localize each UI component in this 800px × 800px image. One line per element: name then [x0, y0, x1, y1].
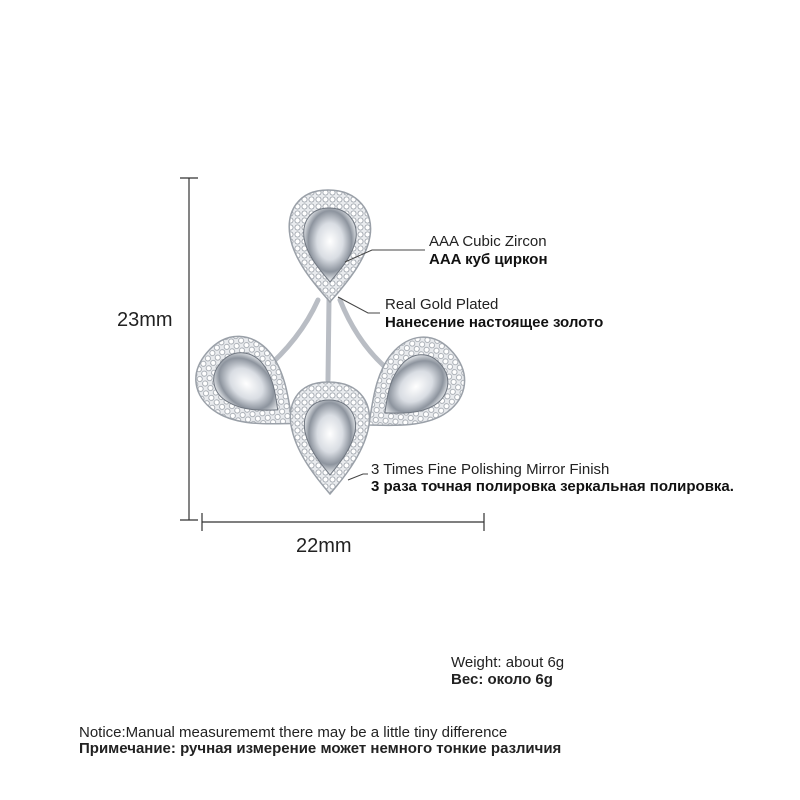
height-label: 23mm: [117, 309, 173, 331]
plating-label-ru: Нанесение настоящее золото: [385, 314, 604, 331]
polish-label-ru: 3 раза точная полировка зеркальная полировка.: [371, 478, 734, 495]
weight-label-ru: Вес: около 6g: [451, 671, 553, 688]
weight-label-en: Weight: about 6g: [451, 654, 565, 671]
width-dimension-line: [202, 513, 484, 531]
notice-ru: Примечание: ручная измерение может немного тонкие различия: [79, 740, 562, 757]
polish-label-en: 3 Times Fine Polishing Mirror Finish: [371, 461, 610, 478]
plating-label-en: Real Gold Plated: [385, 296, 499, 313]
center-teardrop-stone: [290, 382, 369, 494]
notice-en: Notice:Manual measurememt there may be a little tiny difference: [79, 724, 508, 741]
height-dimension-line: [180, 178, 198, 520]
zircon-label-en: AAA Cubic Zircon: [429, 233, 547, 250]
top-teardrop-stone: [289, 190, 370, 302]
zircon-label-ru: AAA куб циркон: [429, 251, 548, 268]
width-label: 22mm: [296, 535, 352, 557]
